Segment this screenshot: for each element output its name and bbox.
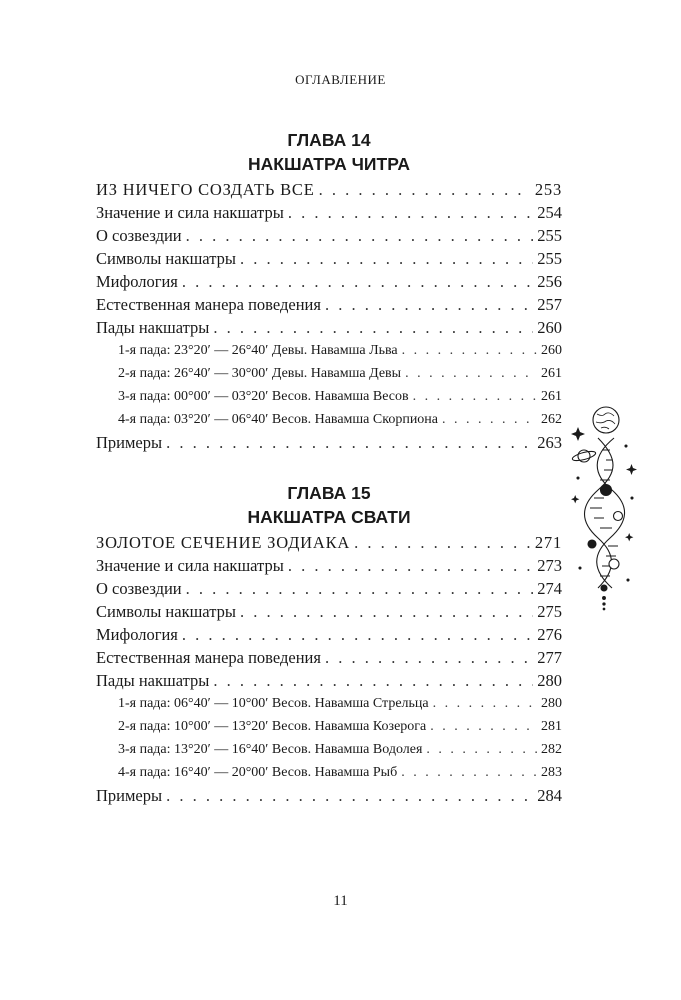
toc-subentry[interactable]	[96, 692, 562, 715]
toc-entry-page: 257	[537, 295, 562, 314]
toc-entry[interactable]	[96, 646, 562, 669]
toc-entry-title: Символы накшатры	[96, 249, 236, 268]
toc-entry-page: 271	[534, 533, 562, 552]
dot-leader	[240, 600, 533, 623]
dna-helix-planets-icon	[568, 398, 640, 612]
toc-entry-page: 284	[537, 786, 562, 805]
toc-entry-page: 255	[537, 226, 562, 245]
toc-entry-title: ИЗ НИЧЕГО СОЗДАТЬ ВСЕ	[96, 180, 315, 199]
toc-entry-page: 281	[541, 719, 562, 734]
toc-entry-page: 280	[537, 671, 562, 690]
toc-entry-title: 3-я пада: 13°20′ — 16°40′ Весов. Навамша Водолея	[118, 742, 423, 757]
toc-entry-title: 1-я пада: 06°40′ — 10°00′ Весов. Навамша Стрельца	[118, 696, 429, 711]
toc-subentry[interactable]	[96, 761, 562, 784]
toc-entry-title: 2-я пада: 10°00′ — 13°20′ Весов. Навамша Козерога	[118, 719, 427, 734]
toc-entry-title: Естественная манера поведения	[96, 295, 321, 314]
toc-entry-page: 276	[537, 625, 562, 644]
dot-leader	[426, 738, 537, 761]
dot-leader	[405, 362, 537, 385]
toc-entry-title: 4-я пада: 16°40′ — 20°00′ Весов. Навамша Рыб	[118, 765, 398, 780]
toc-entry-title: Примеры	[96, 786, 163, 805]
toc-entry-page: 260	[541, 343, 562, 358]
toc-entry[interactable]	[96, 178, 562, 201]
dot-leader	[401, 761, 537, 784]
dot-leader	[166, 431, 533, 454]
dot-leader	[166, 784, 533, 807]
toc-entry-page: 277	[537, 648, 562, 667]
toc-entry[interactable]	[96, 293, 562, 316]
toc-entry[interactable]	[96, 224, 562, 247]
toc-entry[interactable]	[96, 531, 562, 554]
toc-entry[interactable]	[96, 623, 562, 646]
toc-entry-title: Символы накшатры	[96, 602, 236, 621]
chapter-label: ГЛАВА 14	[287, 130, 371, 150]
dot-leader	[325, 293, 533, 316]
toc-entry-title: Пады накшатры	[96, 671, 210, 690]
toc-entry-title: Примеры	[96, 433, 163, 452]
toc-entry-title: 3-я пада: 00°00′ — 03°20′ Весов. Навамша Весов	[118, 389, 409, 404]
toc-entry[interactable]	[96, 201, 562, 224]
dot-leader	[213, 669, 533, 692]
toc-entry-page: 283	[541, 765, 562, 780]
toc-entry-title: 4-я пада: 03°20′ — 06°40′ Весов. Навамша Скорпиона	[118, 412, 439, 427]
dot-leader	[182, 270, 533, 293]
toc-entry-page: 261	[541, 389, 562, 404]
toc-entry-title: О созвездии	[96, 226, 182, 245]
toc-entry[interactable]	[96, 247, 562, 270]
toc-entry-page: 262	[541, 412, 562, 427]
toc-entry[interactable]	[96, 431, 562, 454]
toc-entry-page: 274	[537, 579, 562, 598]
toc-list	[96, 531, 562, 807]
toc-entry-page: 256	[537, 272, 562, 291]
toc-entry[interactable]	[96, 316, 562, 339]
toc-entry-title: Естественная манера поведения	[96, 648, 321, 667]
dot-leader	[182, 623, 533, 646]
dot-leader	[288, 554, 533, 577]
toc-entry[interactable]	[96, 784, 562, 807]
toc-entry-title: Мифология	[96, 272, 178, 291]
dot-leader	[186, 577, 534, 600]
toc-entry[interactable]	[96, 554, 562, 577]
dot-leader	[430, 715, 537, 738]
toc-entry[interactable]	[96, 669, 562, 692]
toc-entry[interactable]	[96, 600, 562, 623]
toc-entry-title: Пады накшатры	[96, 318, 210, 337]
toc-subentry[interactable]	[96, 385, 562, 408]
chapter-15-section	[96, 481, 562, 807]
toc-entry-title: Значение и сила накшатры	[96, 556, 284, 575]
toc-subentry[interactable]	[96, 715, 562, 738]
page-number: 11	[333, 893, 348, 909]
dot-leader	[354, 531, 531, 554]
dot-leader	[240, 247, 533, 270]
toc-entry-title: 2-я пада: 26°40′ — 30°00′ Девы. Навамша Девы	[118, 366, 402, 381]
chapter-14-section	[96, 128, 562, 454]
chapter-title: НАКШАТРА ЧИТРА	[248, 154, 410, 174]
toc-entry-page: 263	[537, 433, 562, 452]
toc-entry-page: 280	[541, 696, 562, 711]
toc-entry-page: 253	[534, 180, 562, 199]
chapter-title: НАКШАТРА СВАТИ	[247, 507, 411, 527]
toc-subentry[interactable]	[96, 339, 562, 362]
toc-entry-page: 255	[537, 249, 562, 268]
toc-entry-title: О созвездии	[96, 579, 182, 598]
toc-entry-title: ЗОЛОТОЕ СЕЧЕНИЕ ЗОДИАКА	[96, 533, 351, 552]
toc-entry-page: 282	[541, 742, 562, 757]
dot-leader	[442, 408, 537, 431]
toc-entry-page: 273	[537, 556, 562, 575]
toc-subentry[interactable]	[96, 408, 562, 431]
dot-leader	[325, 646, 533, 669]
chapter-label: ГЛАВА 15	[287, 483, 371, 503]
toc-subentry[interactable]	[96, 362, 562, 385]
toc-entry-page: 260	[537, 318, 562, 337]
toc-entry-page: 261	[541, 366, 562, 381]
dot-leader	[213, 316, 533, 339]
running-head: ОГЛАВЛЕНИЕ	[295, 72, 386, 87]
toc-list	[96, 178, 562, 454]
toc-entry[interactable]	[96, 577, 562, 600]
toc-entry-title: Мифология	[96, 625, 178, 644]
toc-subentry[interactable]	[96, 738, 562, 761]
dot-leader	[288, 201, 533, 224]
toc-entry-page: 275	[537, 602, 562, 621]
toc-entry-title: 1-я пада: 23°20′ — 26°40′ Девы. Навамша Льва	[118, 343, 398, 358]
dot-leader	[433, 692, 537, 715]
dot-leader	[186, 224, 534, 247]
dot-leader	[402, 339, 537, 362]
dot-leader	[319, 178, 531, 201]
dot-leader	[413, 385, 537, 408]
toc-entry-title: Значение и сила накшатры	[96, 203, 284, 222]
toc-entry-page: 254	[537, 203, 562, 222]
toc-entry[interactable]	[96, 270, 562, 293]
